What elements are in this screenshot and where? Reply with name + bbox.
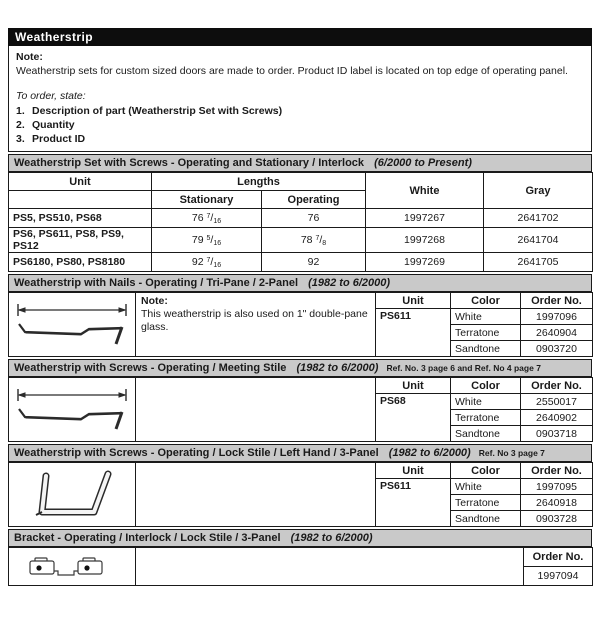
color-cell: Terratone — [451, 325, 521, 341]
stationary-length-cell: 76 $^7/_{16}$ — [152, 209, 262, 228]
order-cell: 2640904 — [521, 325, 593, 341]
order-cell: 1997095 — [521, 479, 593, 495]
empty-cell — [136, 463, 376, 527]
section1-title: Weatherstrip Set with Screws - Operating and Stationary / Interlock — [14, 157, 365, 169]
section4-header — [8, 444, 592, 462]
color-cell: White — [451, 479, 521, 495]
empty-header-cell — [9, 191, 152, 209]
unit-cell: PS68 — [376, 394, 451, 442]
note-text: This weatherstrip is also used on 1" double-pane glass. — [141, 308, 368, 333]
weatherstrip-profile-drawing — [9, 293, 136, 357]
order-cell: 2550017 — [521, 394, 593, 410]
unit-cell: PS6180, PS80, PS8180 — [9, 253, 152, 272]
table-row — [9, 253, 593, 272]
gray-order-cell: 2641704 — [484, 228, 593, 253]
section4-date-range: (1982 to 6/2000) — [388, 447, 471, 459]
order-cell: 0903720 — [521, 341, 593, 357]
col-header-unit: Unit — [376, 293, 451, 309]
list-item — [16, 104, 584, 118]
color-cell: Terratone — [451, 410, 521, 426]
table-row — [9, 228, 593, 253]
col-header-unit: Unit — [376, 378, 451, 394]
col-header-order: Order No. — [521, 378, 593, 394]
col-header-operating: Operating — [262, 191, 366, 209]
col-header-stationary: Stationary — [152, 191, 262, 209]
empty-cell — [136, 548, 524, 586]
section5-header — [8, 529, 592, 547]
note-label: Note: — [141, 295, 168, 307]
operating-length-cell: 76 — [262, 209, 366, 228]
section3-table — [8, 377, 593, 442]
col-header-color: Color — [451, 378, 521, 394]
section4-ref-note: Ref. No 3 page 7 — [478, 448, 545, 458]
section5-table — [8, 547, 593, 586]
order-cell: 0903728 — [521, 511, 593, 527]
white-order-cell: 1997267 — [366, 209, 484, 228]
stationary-length-cell: 79 $^5/_{16}$ — [152, 228, 262, 253]
order-cell: 1997094 — [524, 567, 593, 586]
catalog-page — [8, 28, 592, 586]
section2-header — [8, 274, 592, 292]
col-header-order: Order No. — [521, 463, 593, 479]
white-order-cell: 1997269 — [366, 253, 484, 272]
operating-length-cell: 92 — [262, 253, 366, 272]
col-header-color: Color — [451, 293, 521, 309]
section3-header — [8, 359, 592, 377]
step-text: Description of part (Weatherstrip Set with Screws) — [32, 105, 283, 117]
unit-cell: PS611 — [376, 479, 451, 527]
col-header-white: White — [366, 173, 484, 209]
col-header-order: Order No. — [521, 293, 593, 309]
operating-length-cell: 78 $^7/_8$ — [262, 228, 366, 253]
table-header-row — [9, 173, 593, 191]
u-channel-drawing — [9, 463, 136, 527]
color-cell: White — [451, 394, 521, 410]
table-row — [9, 209, 593, 228]
note-box — [8, 46, 592, 152]
bracket-drawing — [9, 548, 136, 586]
list-item — [16, 118, 584, 132]
step-text: Quantity — [32, 119, 75, 131]
col-header-color: Color — [451, 463, 521, 479]
section3-title: Weatherstrip with Screws - Operating / Meeting Stile — [14, 362, 287, 374]
section1-header — [8, 154, 592, 172]
section5-date-range: (1982 to 6/2000) — [290, 532, 373, 544]
section1-date-range: (6/2000 to Present) — [374, 157, 472, 169]
note-text: Weatherstrip sets for custom sized doors are made to order. Product ID label is located on top edge of operating panel. — [16, 65, 568, 77]
color-cell: White — [451, 309, 521, 325]
order-cell: 0903718 — [521, 426, 593, 442]
spacer — [16, 78, 584, 89]
note-label: Note: — [16, 51, 43, 63]
gray-order-cell: 2641705 — [484, 253, 593, 272]
col-header-unit: Unit — [9, 173, 152, 191]
empty-cell — [136, 378, 376, 442]
white-order-cell: 1997268 — [366, 228, 484, 253]
weatherstrip-profile-drawing — [9, 378, 136, 442]
section1-table — [8, 172, 593, 272]
order-heading: To order, state: — [16, 90, 86, 102]
step-number: 1. — [16, 105, 25, 117]
color-cell: Sandtone — [451, 511, 521, 527]
section2-date-range: (1982 to 6/2000) — [308, 277, 391, 289]
color-cell: Sandtone — [451, 426, 521, 442]
gray-order-cell: 2641702 — [484, 209, 593, 228]
color-cell: Sandtone — [451, 341, 521, 357]
col-header-gray: Gray — [484, 173, 593, 209]
section5-title: Bracket - Operating / Interlock / Lock Stile / 3-Panel — [14, 532, 281, 544]
color-cell: Terratone — [451, 495, 521, 511]
col-header-unit: Unit — [376, 463, 451, 479]
list-item — [16, 132, 584, 146]
col-header-lengths: Lengths — [152, 173, 366, 191]
step-number: 2. — [16, 119, 25, 131]
stationary-length-cell: 92 $^7/_{16}$ — [152, 253, 262, 272]
order-cell: 1997096 — [521, 309, 593, 325]
section3-ref-note: Ref. No. 3 page 6 and Ref. No 4 page 7 — [386, 363, 541, 373]
order-cell: 2640918 — [521, 495, 593, 511]
page-title: Weatherstrip — [8, 28, 592, 46]
section3-date-range: (1982 to 6/2000) — [296, 362, 379, 374]
col-header-order: Order No. — [524, 548, 593, 567]
section2-table — [8, 292, 593, 357]
step-text: Product ID — [32, 133, 86, 145]
order-steps-list — [16, 104, 584, 146]
order-cell: 2640902 — [521, 410, 593, 426]
section2-note-cell — [136, 293, 376, 357]
section4-table — [8, 462, 593, 527]
unit-cell: PS5, PS510, PS68 — [9, 209, 152, 228]
section2-title: Weatherstrip with Nails - Operating / Tri-Pane / 2-Panel — [14, 277, 299, 289]
section4-title: Weatherstrip with Screws - Operating / Lock Stile / Left Hand / 3-Panel — [14, 447, 379, 459]
step-number: 3. — [16, 133, 25, 145]
unit-cell: PS611 — [376, 309, 451, 357]
unit-cell: PS6, PS611, PS8, PS9, PS12 — [9, 228, 152, 253]
